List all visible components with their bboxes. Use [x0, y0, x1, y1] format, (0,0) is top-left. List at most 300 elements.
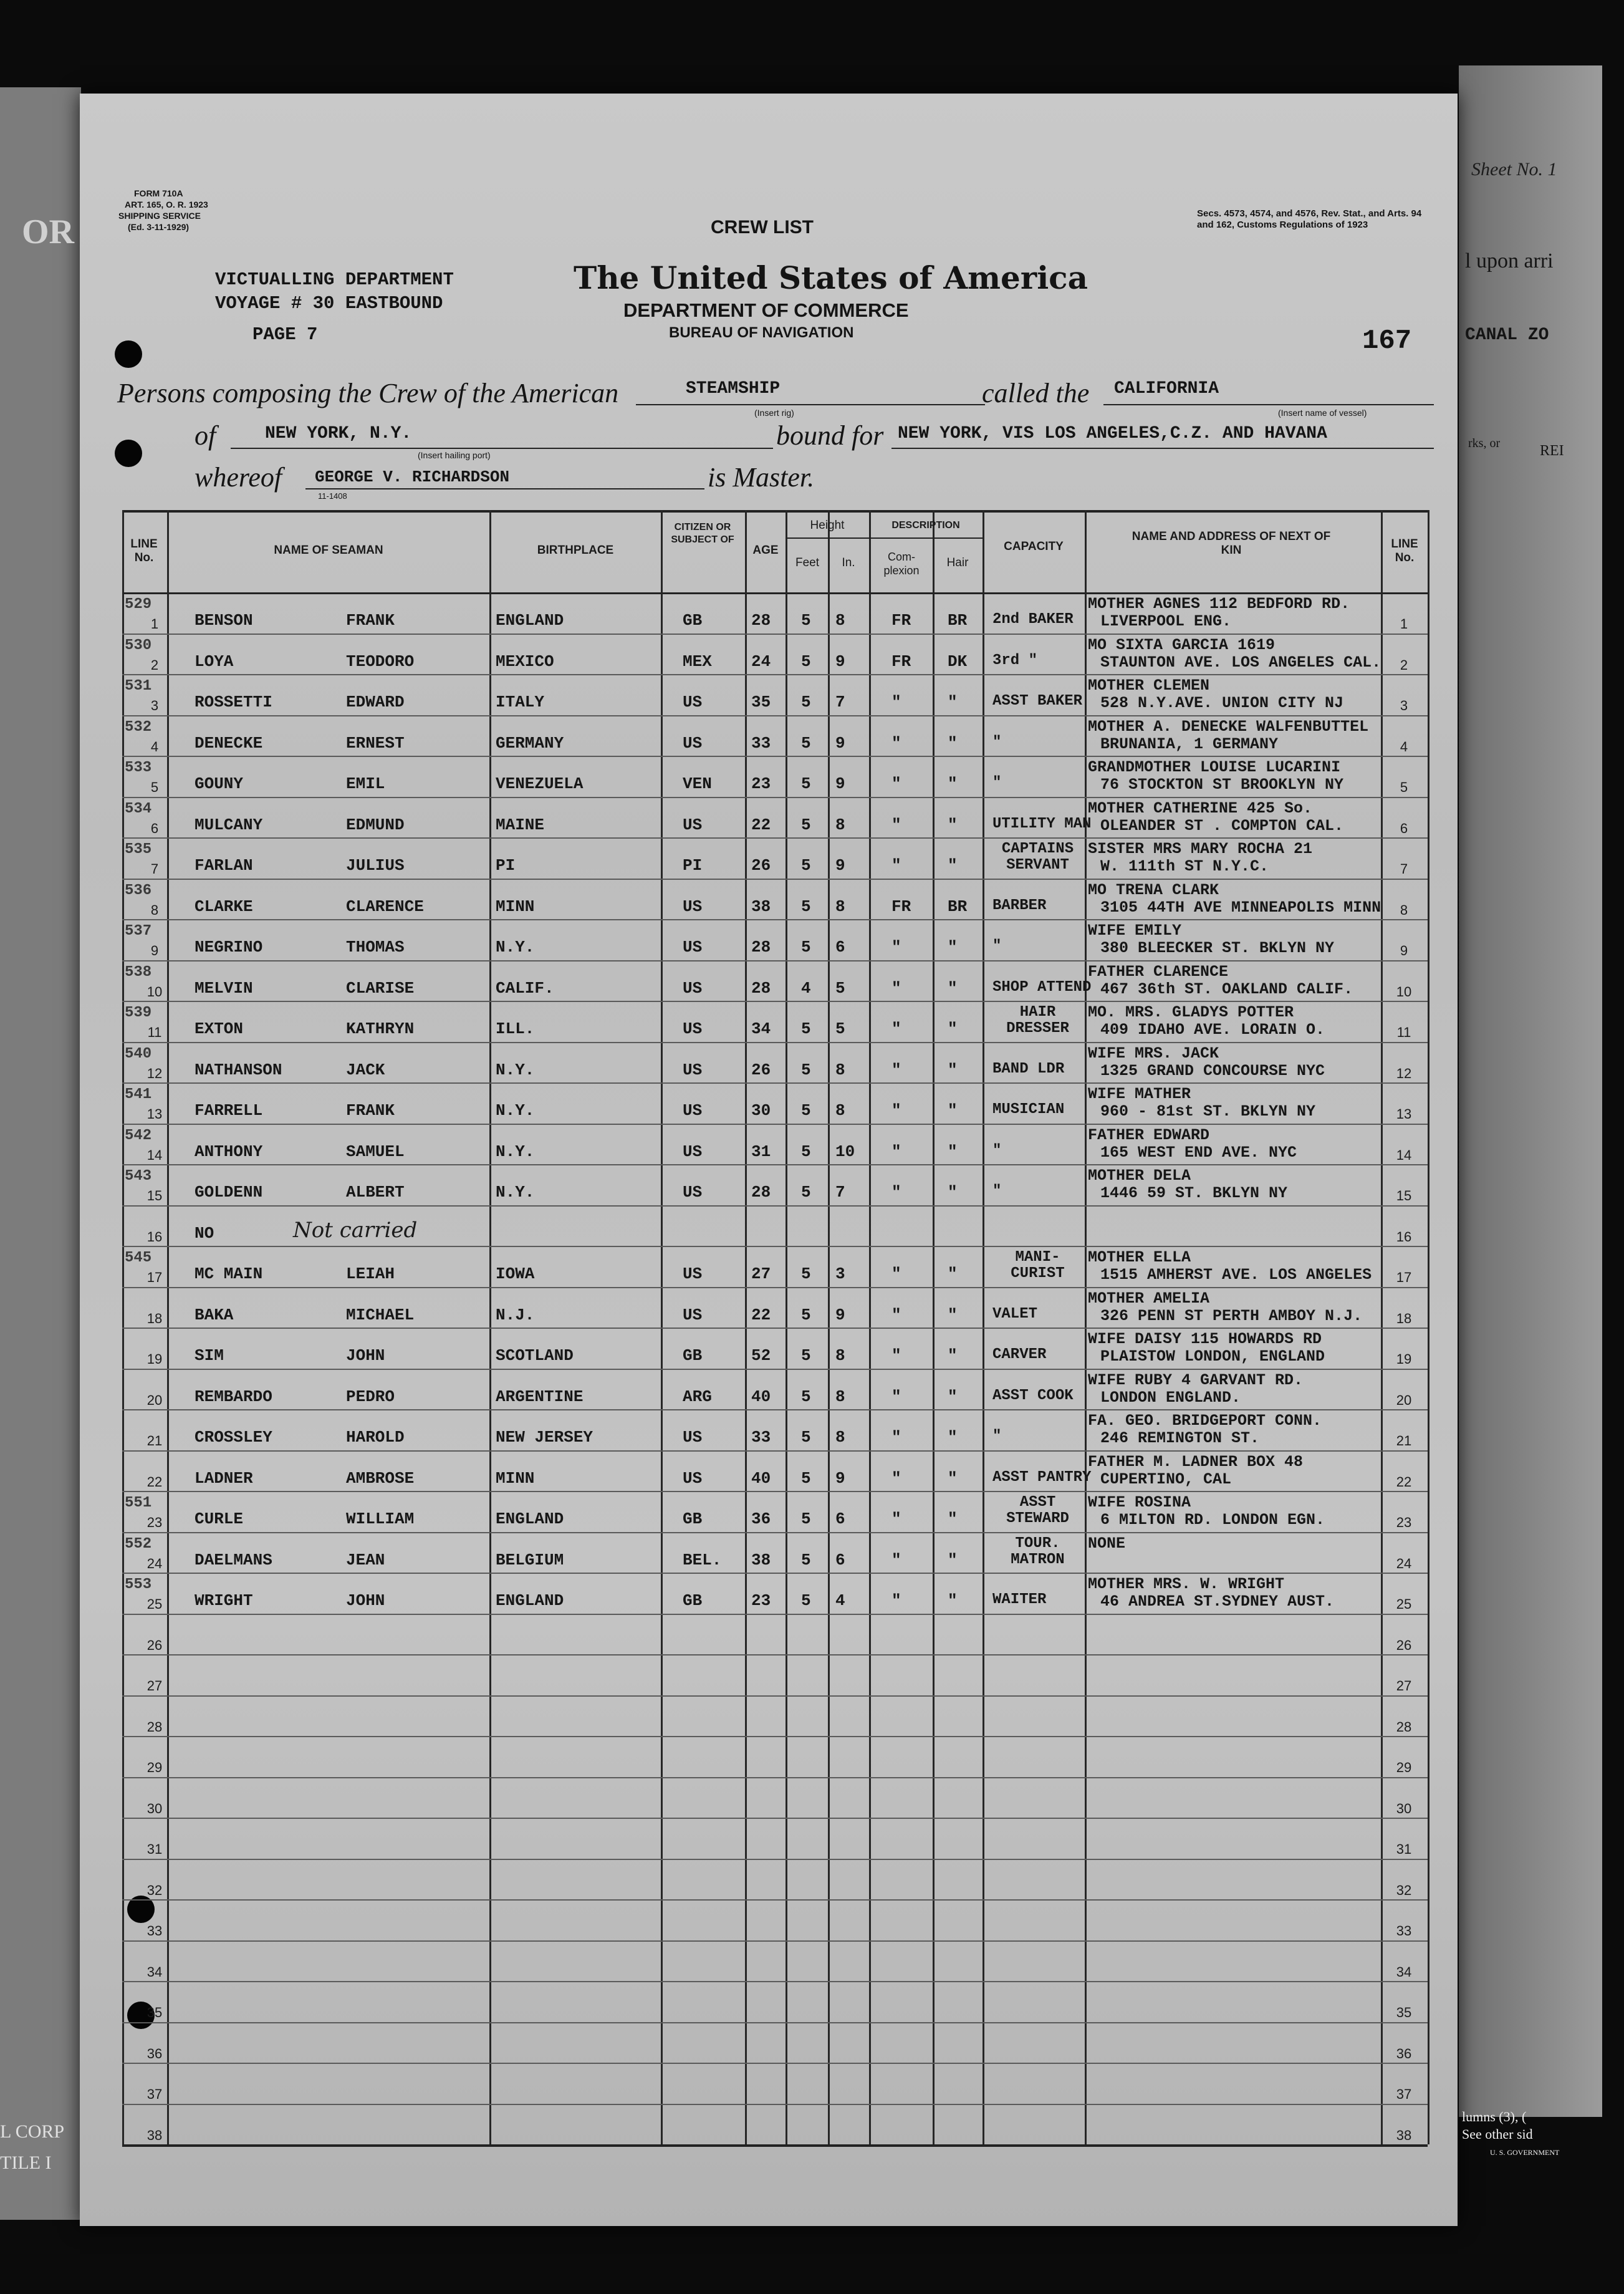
height-feet: 5: [801, 733, 811, 753]
row-rule: [122, 674, 1428, 675]
next-of-kin-name: MOTHER CATHERINE 425 So.: [1088, 799, 1313, 817]
left-margin-corp: L CORP: [0, 2121, 65, 2142]
height-inches: 9: [835, 856, 845, 875]
height-inches: 5: [835, 978, 845, 998]
hair: ": [948, 1387, 958, 1406]
next-of-kin-address: 409 IDAHO AVE. LORAIN O.: [1100, 1021, 1325, 1039]
height-feet: 5: [801, 897, 811, 916]
citizen-of: US: [683, 1468, 703, 1488]
height-inches: 9: [835, 1468, 845, 1488]
master-underline: [305, 488, 704, 489]
height-feet: 5: [801, 1387, 811, 1406]
line-number: 22: [147, 1473, 163, 1490]
col-name-of-seaman: NAME OF SEAMAN: [274, 544, 383, 557]
next-of-kin-name: MOTHER CLEMEN: [1088, 677, 1210, 695]
next-of-kin-address: 246 REMINGTON ST.: [1100, 1429, 1260, 1447]
whereof-text: whereof: [195, 462, 282, 493]
height-inches: 8: [835, 1060, 845, 1079]
age: 26: [751, 856, 771, 875]
age: 40: [751, 1468, 771, 1488]
next-of-kin-name: FATHER EDWARD: [1088, 1125, 1210, 1144]
table-bottom-border: [122, 2144, 1428, 2147]
birthplace: ENGLAND: [496, 1591, 564, 1610]
seaman-surname: NO: [195, 1223, 214, 1243]
next-of-kin-name: WIFE EMILY: [1088, 922, 1182, 940]
line-number-right: 19: [1396, 1351, 1412, 1367]
complexion: ": [891, 938, 901, 957]
complexion: ": [891, 978, 901, 998]
height-feet: 5: [801, 1428, 811, 1447]
height-feet: 5: [801, 1305, 811, 1324]
hair: ": [948, 1019, 958, 1038]
height-feet: 4: [801, 978, 811, 998]
citizen-of: US: [683, 1183, 703, 1202]
line-number: 37: [147, 2086, 163, 2102]
hair: ": [948, 774, 958, 793]
height-feet: 5: [801, 1468, 811, 1488]
row-rule: [122, 1082, 1428, 1084]
capacity: 3rd ": [992, 652, 1038, 669]
line-number: 31: [147, 1841, 163, 1857]
rig-underline: [636, 404, 985, 405]
right-margin-columns-note: lumns (3), (: [1462, 2109, 1527, 2124]
voyage-number: VOYAGE # 30 EASTBOUND: [215, 293, 443, 314]
lead-text: Persons composing the Crew of the American: [117, 378, 619, 408]
hair: ": [948, 733, 958, 753]
capacity: BAND LDR: [992, 1060, 1065, 1077]
height-inches: 5: [835, 1019, 845, 1038]
line-number: 21: [147, 1433, 163, 1448]
line-number-right: 23: [1396, 1515, 1412, 1530]
capacity: BARBER: [992, 897, 1047, 914]
vessel-name: CALIFORNIA: [1114, 379, 1219, 398]
height-inches: 9: [835, 1305, 845, 1324]
next-of-kin-name: MOTHER AGNES 112 BEDFORD RD.: [1088, 595, 1350, 613]
seaman-given-name: JACK: [346, 1060, 385, 1079]
seaman-number-stamp: 541: [125, 1086, 152, 1103]
birthplace: MEXICO: [496, 652, 554, 671]
row-rule: [122, 2104, 1428, 2105]
port-underline: [231, 448, 773, 449]
capacity: CARVER: [992, 1346, 1047, 1363]
line-number-right: 26: [1396, 1637, 1412, 1653]
citizen-of: BEL.: [683, 1550, 722, 1569]
seaman-number-stamp: 533: [125, 759, 152, 776]
next-of-kin-address: 6 MILTON RD. LONDON EGN.: [1100, 1511, 1325, 1529]
voyage-department: VICTUALLING DEPARTMENT: [215, 269, 454, 290]
row-rule: [122, 1042, 1428, 1043]
right-margin-sheet-no: Sheet No. 1: [1471, 159, 1557, 180]
seaman-surname: FARRELL: [195, 1101, 263, 1120]
birthplace: ENGLAND: [496, 611, 564, 630]
vessel-rig: STEAMSHIP: [686, 379, 781, 398]
next-of-kin-address: PLAISTOW LONDON, ENGLAND: [1100, 1347, 1325, 1366]
row-rule: [122, 634, 1428, 635]
birthplace: PI: [496, 856, 516, 875]
form-id: FORM 710A: [134, 188, 183, 198]
line-number: 30: [147, 1800, 163, 1816]
complexion: ": [891, 693, 901, 711]
next-of-kin-address: 1325 GRAND CONCOURSE NYC: [1100, 1061, 1325, 1080]
seaman-number-stamp: 536: [125, 882, 152, 899]
complexion: ": [891, 1591, 901, 1610]
seaman-given-name: EMIL: [346, 774, 385, 793]
age: 28: [751, 611, 771, 630]
height-feet: 5: [801, 774, 811, 793]
row-rule: [122, 1246, 1428, 1247]
height-inches: 9: [835, 652, 845, 671]
birthplace: VENEZUELA: [496, 774, 584, 793]
line-number-right: 15: [1396, 1188, 1412, 1203]
seaman-number-stamp: 551: [125, 1495, 152, 1511]
age: 28: [751, 1183, 771, 1202]
line-number: 28: [147, 1718, 163, 1735]
birthplace: ENGLAND: [496, 1510, 564, 1528]
height-feet: 5: [801, 1142, 811, 1161]
seaman-surname: ANTHONY: [195, 1142, 263, 1161]
line-number: 26: [147, 1637, 163, 1653]
citizen-of: US: [683, 693, 703, 711]
citizen-of: GB: [683, 1591, 703, 1610]
line-number-right: 14: [1396, 1147, 1412, 1163]
citizen-of: MEX: [683, 652, 712, 671]
master-text: is Master.: [708, 462, 815, 493]
row-rule: [122, 1940, 1428, 1942]
line-number: 9: [150, 943, 159, 958]
line-number-right: 29: [1396, 1760, 1412, 1775]
seaman-surname: LADNER: [195, 1468, 253, 1488]
line-number: 33: [147, 1923, 163, 1939]
line-number-right: 13: [1396, 1106, 1412, 1122]
complexion: ": [891, 1183, 901, 1202]
seaman-surname: SIM: [195, 1346, 224, 1365]
line-number-right: 20: [1396, 1392, 1412, 1408]
row-rule: [122, 1532, 1428, 1533]
line-number: 3: [150, 698, 159, 713]
seaman-number-stamp: 539: [125, 1005, 152, 1021]
seaman-given-name: JEAN: [346, 1550, 385, 1569]
next-of-kin-address: CUPERTINO, CAL: [1100, 1470, 1232, 1488]
form-title: CREW LIST: [711, 217, 814, 238]
line-number-right: 37: [1396, 2086, 1412, 2102]
line-number-right: 9: [1400, 943, 1408, 958]
next-of-kin-address: 3105 44TH AVE MINNEAPOLIS MINN: [1100, 898, 1381, 917]
seaman-given-name: TEODORO: [346, 652, 415, 671]
name-caption: (Insert name of vessel): [1278, 408, 1367, 418]
seaman-given-name: PEDRO: [346, 1387, 395, 1406]
next-of-kin-address: BRUNANIA, 1 GERMANY: [1100, 735, 1279, 753]
complexion: ": [891, 1510, 901, 1528]
capacity: ": [992, 774, 1002, 791]
table-header-border: [122, 592, 1428, 594]
seaman-number-stamp: 552: [125, 1535, 152, 1553]
line-number-right: 10: [1396, 983, 1412, 1000]
next-of-kin-name: WIFE DAISY 115 HOWARDS RD: [1088, 1330, 1322, 1348]
line-number-right: 8: [1400, 902, 1408, 918]
seaman-given-name: EDWARD: [346, 693, 405, 711]
seaman-surname: GOLDENN: [195, 1183, 263, 1202]
line-number-right: 6: [1400, 820, 1408, 836]
next-of-kin-name: MO SIXTA GARCIA 1619: [1088, 635, 1276, 654]
next-of-kin-name: WIFE MATHER: [1088, 1085, 1191, 1103]
col-hair: Hair: [946, 556, 969, 569]
row-rule: [122, 1777, 1428, 1778]
row-rule: [122, 1287, 1428, 1288]
line-number: 12: [147, 1065, 163, 1081]
line-number: 18: [147, 1310, 163, 1326]
next-of-kin-address: STAUNTON AVE. LOS ANGELES CAL.: [1100, 653, 1381, 672]
hair: ": [948, 1142, 958, 1161]
age: 52: [751, 1346, 771, 1365]
height-inches: 8: [835, 1101, 845, 1120]
height-feet: 5: [801, 1101, 811, 1120]
citizen-of: GB: [683, 1346, 703, 1365]
next-of-kin-name: SISTER MRS MARY ROCHA 21: [1088, 840, 1313, 858]
capacity: ": [992, 938, 1002, 955]
row-rule: [122, 1205, 1428, 1207]
seaman-given-name: CLARENCE: [346, 897, 424, 916]
citizen-of: PI: [683, 856, 703, 875]
page-stamp: 167: [1362, 325, 1412, 357]
line-number-right: 12: [1396, 1065, 1412, 1081]
seaman-surname: BAKA: [195, 1305, 234, 1324]
birthplace: ARGENTINE: [496, 1387, 584, 1406]
col-description: DESCRIPTION: [891, 520, 960, 531]
row-rule: [122, 2063, 1428, 2064]
line-number-right: 34: [1396, 1964, 1412, 1980]
row-rule: [122, 1409, 1428, 1410]
citizen-of: GB: [683, 611, 703, 630]
left-margin-or: OR: [22, 213, 74, 251]
line-number-right: 24: [1396, 1555, 1412, 1571]
citizen-of: US: [683, 897, 703, 916]
row-rule: [122, 879, 1428, 880]
birthplace: IOWA: [496, 1265, 535, 1283]
line-number-right: 5: [1400, 779, 1408, 795]
row-rule: [122, 797, 1428, 798]
line-number-right: 7: [1400, 861, 1408, 877]
seaman-number-stamp: 542: [125, 1127, 152, 1144]
height-inches: 10: [835, 1142, 855, 1161]
col-complexion: Com- plexion: [883, 551, 920, 577]
punch-hole: [115, 440, 142, 467]
seaman-surname: MC MAIN: [195, 1265, 263, 1283]
country-title: The United States of America: [574, 259, 1088, 296]
capacity: TOUR. MATRON: [1011, 1535, 1065, 1568]
col-feet: Feet: [795, 556, 820, 569]
seaman-number-stamp: 553: [125, 1576, 152, 1593]
height-inches: 9: [835, 733, 845, 753]
age: 28: [751, 978, 771, 998]
age: 38: [751, 897, 771, 916]
next-of-kin-address: 960 - 81st ST. BKLYN NY: [1100, 1102, 1316, 1120]
seaman-number-stamp: 540: [125, 1045, 152, 1063]
seaman-number-stamp: 534: [125, 800, 152, 817]
age: 23: [751, 774, 771, 793]
row-rule: [122, 1899, 1428, 1901]
seaman-given-name: AMBROSE: [346, 1468, 415, 1488]
birthplace: CALIF.: [496, 978, 554, 998]
capacity: MANI- CURIST: [1011, 1249, 1065, 1282]
height-inches: 4: [835, 1591, 845, 1610]
hair: ": [948, 1305, 958, 1324]
master-name: GEORGE V. RICHARDSON: [315, 468, 510, 486]
seaman-number-stamp: 537: [125, 923, 152, 940]
seaman-number-stamp: 529: [125, 596, 152, 613]
line-number-right: 27: [1396, 1678, 1412, 1694]
line-number: 2: [150, 657, 159, 673]
age: 23: [751, 1591, 771, 1610]
age: 30: [751, 1101, 771, 1120]
citizen-of: US: [683, 1305, 703, 1324]
right-margin-ref: REI: [1540, 443, 1564, 459]
line-number: 25: [147, 1596, 163, 1612]
height-inches: 8: [835, 897, 845, 916]
citizen-of: US: [683, 1060, 703, 1079]
hair: DK: [948, 652, 968, 671]
height-inches: 6: [835, 938, 845, 957]
right-margin-government: U. S. GOVERNMENT: [1490, 2148, 1560, 2157]
line-number-right: 17: [1396, 1270, 1412, 1285]
age: 27: [751, 1265, 771, 1283]
capacity: ": [992, 1428, 1002, 1445]
height-feet: 5: [801, 652, 811, 671]
line-number: 14: [147, 1147, 163, 1163]
seaman-given-name: FRANK: [346, 611, 395, 630]
col-line-no-right: LINE No.: [1391, 537, 1418, 564]
next-of-kin-name: FATHER M. LADNER BOX 48: [1088, 1452, 1304, 1471]
seaman-number-stamp: 530: [125, 637, 152, 654]
department-title: DEPARTMENT OF COMMERCE: [623, 299, 909, 321]
age: 28: [751, 938, 771, 957]
row-rule: [122, 1450, 1428, 1452]
height-feet: 5: [801, 1510, 811, 1528]
of-text: of: [195, 420, 216, 451]
underlying-sheet-left: [0, 87, 81, 2220]
row-rule: [122, 1369, 1428, 1370]
hair: ": [948, 938, 958, 957]
complexion: FR: [891, 897, 911, 916]
line-number: 20: [147, 1392, 163, 1408]
form-refs: ART. 165, O. R. 1923: [125, 200, 208, 210]
seaman-given-name: FRANK: [346, 1101, 395, 1120]
complexion: ": [891, 1101, 901, 1120]
height-inches: 8: [835, 1346, 845, 1365]
capacity: HAIR DRESSER: [1006, 1004, 1069, 1037]
birthplace: GERMANY: [496, 733, 564, 753]
capacity: 2nd BAKER: [992, 611, 1074, 628]
birthplace: MINN: [496, 1468, 535, 1488]
line-number: 15: [147, 1188, 163, 1203]
seaman-given-name: WILLIAM: [346, 1510, 415, 1528]
height-feet: 5: [801, 611, 811, 630]
seaman-given-name: CLARISE: [346, 978, 415, 998]
line-number-right: 25: [1396, 1596, 1412, 1612]
seaman-surname: NATHANSON: [195, 1060, 282, 1079]
row-rule: [122, 1328, 1428, 1329]
citizen-of: US: [683, 1019, 703, 1038]
col-line-no: LINE No.: [130, 537, 158, 564]
seaman-given-name: ALBERT: [346, 1183, 405, 1202]
next-of-kin-name: MO. MRS. GLADYS POTTER: [1088, 1003, 1294, 1021]
seaman-surname: CURLE: [195, 1510, 244, 1528]
citizen-of: VEN: [683, 774, 712, 793]
height-inches: 3: [835, 1265, 845, 1283]
line-number-right: 1: [1400, 616, 1408, 632]
next-of-kin-name: MOTHER AMELIA: [1088, 1289, 1210, 1308]
called-text: called the: [982, 378, 1090, 408]
citizen-of: US: [683, 815, 703, 834]
col-age: AGE: [752, 544, 779, 557]
height-inches: 8: [835, 1387, 845, 1406]
statute-reference: Secs. 4573, 4574, and 4576, Rev. Stat., and Arts. 94 and 162, Customs Regulations of 1923: [1197, 208, 1422, 230]
capacity: ": [992, 1142, 1002, 1159]
line-number: 19: [147, 1351, 163, 1367]
line-number: 32: [147, 1882, 163, 1898]
row-rule: [122, 1654, 1428, 1655]
seaman-number-stamp: 535: [125, 841, 152, 858]
table-top-border: [122, 510, 1428, 513]
complexion: ": [891, 1468, 901, 1488]
seaman-surname: REMBARDO: [195, 1387, 272, 1406]
next-of-kin-name: MOTHER A. DENECKE WALFENBUTTEL: [1088, 717, 1369, 736]
line-number: 24: [147, 1555, 163, 1571]
capacity: ASST COOK: [992, 1387, 1074, 1404]
line-number: 34: [147, 1964, 163, 1980]
bound-text: bound for: [776, 420, 884, 451]
seaman-surname: EXTON: [195, 1019, 244, 1038]
line-number-right: 31: [1396, 1841, 1412, 1857]
row-rule: [122, 919, 1428, 920]
seaman-surname: DAELMANS: [195, 1550, 272, 1569]
complexion: ": [891, 1305, 901, 1324]
capacity: ASST BAKER: [992, 693, 1083, 710]
citizen-of: GB: [683, 1510, 703, 1528]
hailing-port: NEW YORK, N.Y.: [265, 424, 412, 443]
hair: ": [948, 856, 958, 875]
age: 33: [751, 1428, 771, 1447]
complexion: ": [891, 1346, 901, 1365]
seaman-given-name: HAROLD: [346, 1428, 405, 1447]
next-of-kin-name: MOTHER DELA: [1088, 1167, 1191, 1185]
line-number-right: 35: [1396, 2005, 1412, 2020]
next-of-kin-address: LIVERPOOL ENG.: [1100, 612, 1232, 630]
row-rule: [122, 1573, 1428, 1574]
hair: BR: [948, 611, 968, 630]
row-rule: [122, 715, 1428, 716]
seaman-surname: CROSSLEY: [195, 1428, 272, 1447]
description-subheader-rule: [869, 537, 983, 539]
next-of-kin-name: WIFE ROSINA: [1088, 1493, 1191, 1511]
complexion: ": [891, 733, 901, 753]
hair: ": [948, 1060, 958, 1079]
form-service: SHIPPING SERVICE: [118, 211, 201, 221]
next-of-kin-address: W. 111th ST N.Y.C.: [1100, 857, 1269, 875]
seaman-surname: ROSSETTI: [195, 693, 272, 711]
hair: ": [948, 1265, 958, 1283]
seaman-given-name: ERNEST: [346, 733, 405, 753]
punch-hole: [115, 340, 142, 368]
height-feet: 5: [801, 1265, 811, 1283]
next-of-kin-address: 1446 59 ST. BKLYN NY: [1100, 1184, 1288, 1202]
col-capacity: CAPACITY: [1004, 540, 1064, 553]
birthplace: N.Y.: [496, 1142, 535, 1161]
line-number-right: 32: [1396, 1882, 1412, 1898]
bound-destination: NEW YORK, VIS LOS ANGELES,C.Z. AND HAVANA: [898, 424, 1327, 443]
next-of-kin-address: 46 ANDREA ST.SYDNEY AUST.: [1100, 1593, 1335, 1611]
height-inches: 7: [835, 693, 845, 711]
line-number-right: 18: [1396, 1310, 1412, 1326]
